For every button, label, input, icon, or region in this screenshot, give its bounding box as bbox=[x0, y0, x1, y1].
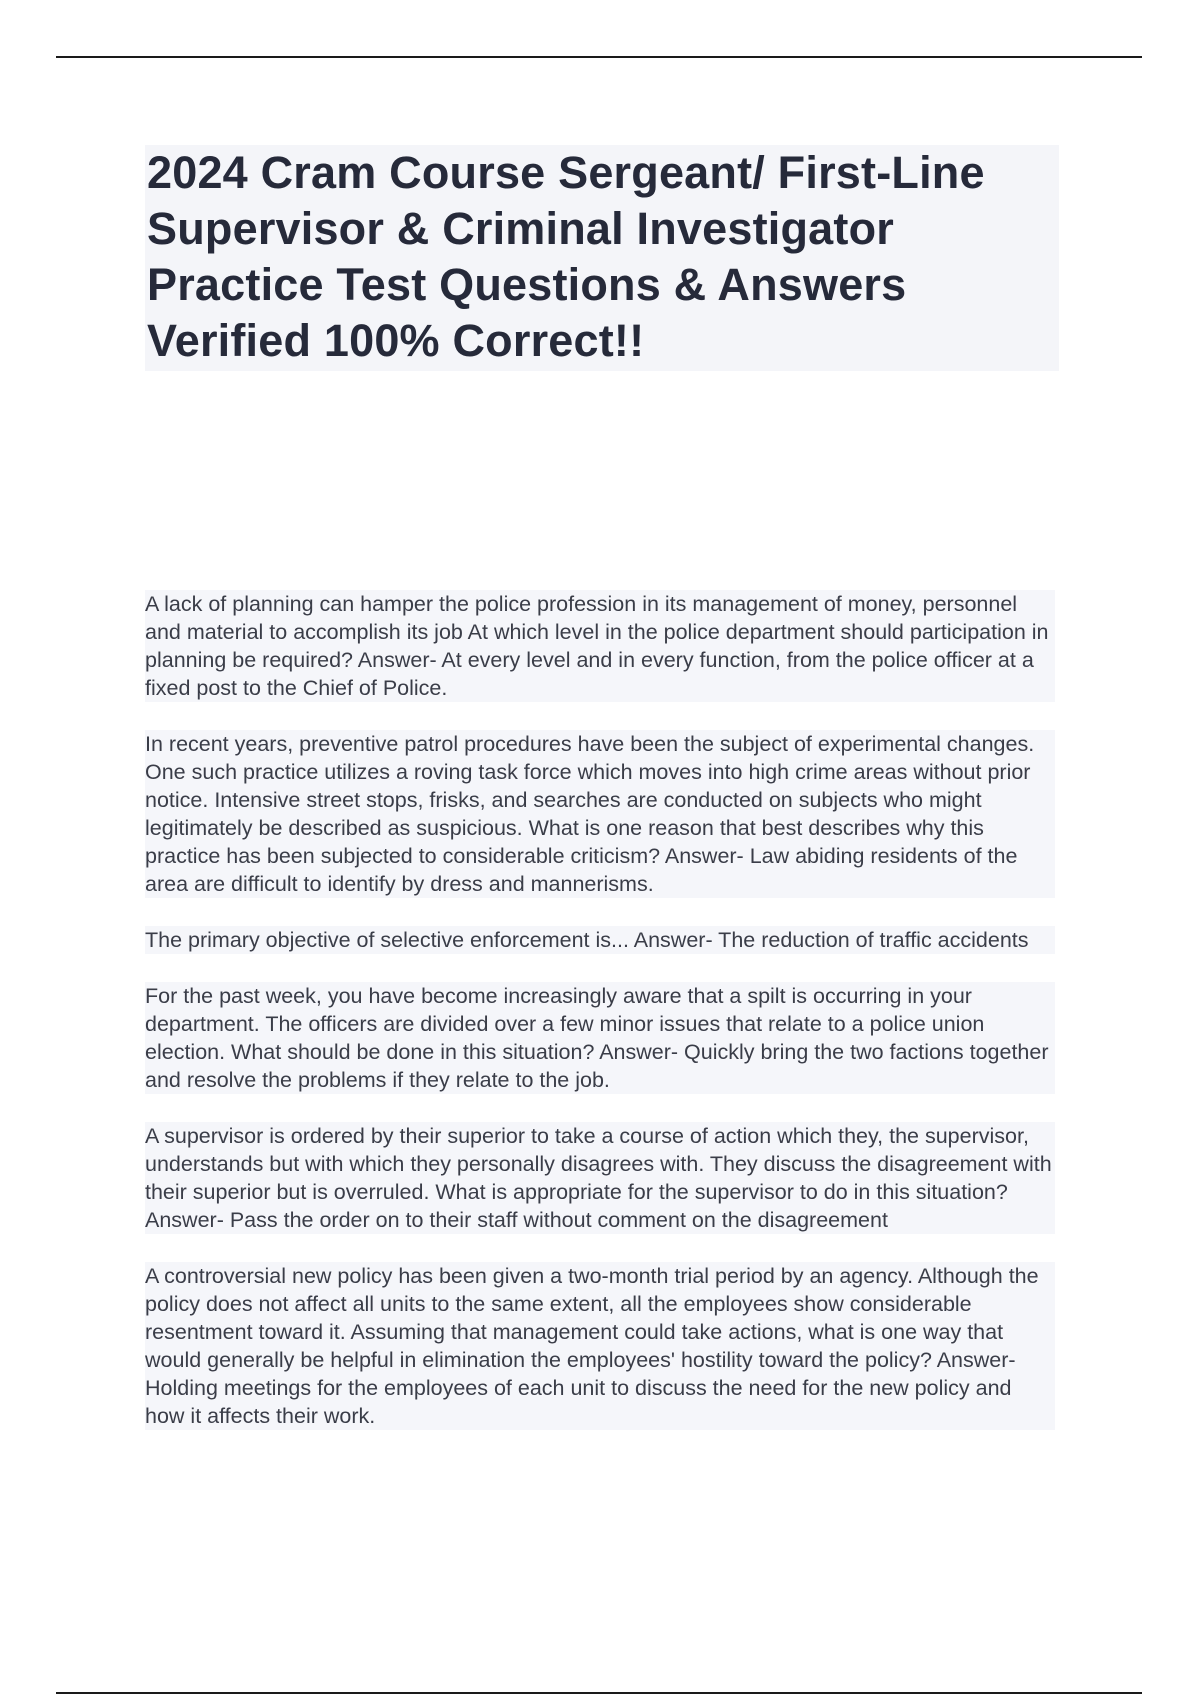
question-text: For the past week, you have become increasingly aware that a spilt is occurring in your department. The officers are divided over a few minor issues that relate to a police union election. What should be done in this situation? bbox=[145, 984, 985, 1064]
footer-rule bbox=[56, 1692, 1142, 1694]
qa-item bbox=[145, 926, 1055, 954]
question-text: A controversial new policy has been given a two-month trial period by an agency. Although the policy does not affect all units to the same extent, all the employees show considerable resentment toward it. Assuming that management could take actions, what is one way that would generally be helpful in elimination the employees' hostility toward the policy? bbox=[145, 1264, 1039, 1372]
qa-item bbox=[145, 1122, 1055, 1234]
answer-text: Answer- Law abiding residents of the area are difficult to identify by dress and mannerisms. bbox=[145, 844, 1018, 896]
question-text: In recent years, preventive patrol procedures have been the subject of experimental changes. One such practice utilizes a roving task force which moves into high crime areas without prior notice. Intensive street stops, frisks, and searches are conducted on subjects who might legitimately be described as suspicious. What is one reason that best describes why this practice has been subjected to considerable criticism? bbox=[145, 732, 1035, 868]
answer-text: Answer- Pass the order on to their staff without comment on the disagreement bbox=[145, 1208, 888, 1232]
question-text: The primary objective of selective enforcement is... bbox=[145, 928, 634, 952]
answer-text: Answer- Holding meetings for the employees of each unit to discuss the need for the new policy and how it affects their work. bbox=[145, 1348, 1016, 1428]
header-rule bbox=[56, 56, 1142, 58]
qa-item bbox=[145, 982, 1055, 1094]
qa-item bbox=[145, 1262, 1055, 1430]
answer-text: Answer- At every level and in every function, from the police officer at a fixed post to the Chief of Police. bbox=[145, 648, 1034, 700]
qa-item bbox=[145, 730, 1055, 898]
qa-item bbox=[145, 590, 1055, 702]
qa-list bbox=[145, 590, 1055, 1458]
question-text: A supervisor is ordered by their superior to take a course of action which they, the supervisor, understands but with which they personally disagrees with. They discuss the disagreement with their superior but is overruled. What is appropriate for the supervisor to do in this situation? bbox=[145, 1124, 1052, 1204]
title-block bbox=[145, 145, 1059, 371]
answer-text: Answer- The reduction of traffic accidents bbox=[633, 928, 1029, 952]
question-text: A lack of planning can hamper the police profession in its management of money, personnel and material to accomplish its job At which level in the police department should participation in planning be required? bbox=[145, 592, 1049, 672]
document-title: 2024 Cram Course Sergeant/ First-Line Supervisor & Criminal Investigator Practice Test Questions & Answers Verified 100% Correct!! bbox=[147, 147, 985, 366]
answer-text: Answer- Quickly bring the two factions together and resolve the problems if they relate to the job. bbox=[145, 1040, 1049, 1092]
